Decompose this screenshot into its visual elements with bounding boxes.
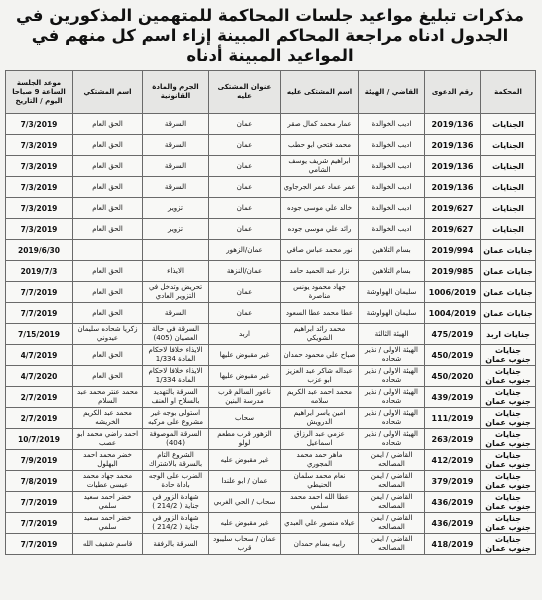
cell-complainant: الحق العام bbox=[73, 261, 143, 282]
table-row bbox=[6, 324, 536, 345]
cell-defendant: رابيه بسام حمدان bbox=[281, 534, 359, 555]
cell-hearing-date: 7/7/2019 bbox=[6, 513, 73, 534]
cell-address: عمان bbox=[209, 198, 281, 219]
cell-case-number: 379/2019 bbox=[425, 471, 481, 492]
header-hearing-date: موعد الجلسة الساعة 9 صباحا اليوم / التاريخ bbox=[6, 71, 73, 114]
cell-judge: اديب الخوالدة bbox=[359, 156, 425, 177]
cell-defendant: عزمي عبد الرزاق اسماعيل bbox=[281, 429, 359, 450]
cell-hearing-date: 7/3/2019 bbox=[6, 177, 73, 198]
cell-judge: اديب الخوالدة bbox=[359, 114, 425, 135]
table-row bbox=[6, 450, 536, 471]
cell-charge: تزوير bbox=[143, 219, 209, 240]
cell-defendant: جهاد محمود يونس مناصرة bbox=[281, 282, 359, 303]
cell-hearing-date: 7/3/2019 bbox=[6, 156, 73, 177]
cell-defendant: خالد علي موسى جوده bbox=[281, 198, 359, 219]
cell-judge: اديب الخوالدة bbox=[359, 177, 425, 198]
cell-case-number: 418/2019 bbox=[425, 534, 481, 555]
cell-hearing-date: 4/7/2019 bbox=[6, 345, 73, 366]
cell-address: عمان bbox=[209, 219, 281, 240]
cell-hearing-date: 2/7/2019 bbox=[6, 408, 73, 429]
cell-complainant: محمد عبد الكريم الخريشه bbox=[73, 408, 143, 429]
cell-judge: القاضي / ايمن المصالحه bbox=[359, 492, 425, 513]
cell-defendant: رائد علي موسى جوده bbox=[281, 219, 359, 240]
cell-complainant: الحق العام bbox=[73, 114, 143, 135]
cell-court: جنايات جنوب عمان bbox=[481, 471, 536, 492]
cell-defendant: عمار محمد كمال صقر bbox=[281, 114, 359, 135]
cell-complainant: الحق العام bbox=[73, 156, 143, 177]
cell-complainant: زكريا شحاده سليمان عيدوني bbox=[73, 324, 143, 345]
table-row bbox=[6, 240, 536, 261]
hearings-table bbox=[5, 70, 536, 555]
cell-judge: القاضي / ايمن المصالحه bbox=[359, 471, 425, 492]
cell-charge: الايذاء bbox=[143, 261, 209, 282]
table-row bbox=[6, 492, 536, 513]
table-row bbox=[6, 114, 536, 135]
cell-charge: الايذاء خلافا لاحكام المادة 1/334 bbox=[143, 345, 209, 366]
cell-address: عمان bbox=[209, 282, 281, 303]
cell-case-number: 2019/627 bbox=[425, 198, 481, 219]
cell-complainant: الحق العام bbox=[73, 282, 143, 303]
cell-court: الجنايات bbox=[481, 198, 536, 219]
header-row bbox=[6, 71, 536, 114]
cell-case-number: 263/2019 bbox=[425, 429, 481, 450]
cell-court: الجنايات bbox=[481, 135, 536, 156]
cell-judge: الهيئة الاولى / نذير شحاده bbox=[359, 366, 425, 387]
cell-charge: شهادة الزور في جناية ( 214/2 ) bbox=[143, 492, 209, 513]
cell-defendant: ابراهيم شريف يوسف الشامي bbox=[281, 156, 359, 177]
cell-complainant: احمد راضي محمد ابو عصب bbox=[73, 429, 143, 450]
cell-case-number: 111/2019 bbox=[425, 408, 481, 429]
table-row bbox=[6, 219, 536, 240]
cell-hearing-date: 7/7/2019 bbox=[6, 492, 73, 513]
cell-court: جنايات عمان bbox=[481, 303, 536, 324]
cell-defendant: نعام محمد سلمان الحنيطي bbox=[281, 471, 359, 492]
cell-court: الجنايات bbox=[481, 156, 536, 177]
table-row bbox=[6, 366, 536, 387]
cell-defendant: عطا محمد عطا السعود bbox=[281, 303, 359, 324]
header-defendant: اسم المشتكى عليه bbox=[281, 71, 359, 114]
header-complainant: اسم المشتكي bbox=[73, 71, 143, 114]
cell-hearing-date: 7/3/2019 bbox=[6, 135, 73, 156]
cell-complainant: الحق العام bbox=[73, 303, 143, 324]
cell-address: عمان bbox=[209, 114, 281, 135]
cell-court: الجنايات bbox=[481, 114, 536, 135]
cell-court: جنايات جنوب عمان bbox=[481, 345, 536, 366]
cell-defendant: عيلاه منصور علي العبدي bbox=[281, 513, 359, 534]
header-address: عنوان المشتكى عليه bbox=[209, 71, 281, 114]
cell-charge: الايذاء خلافا لاحكام المادة 1/334 bbox=[143, 366, 209, 387]
cell-defendant: صباح علي محمود حمدان bbox=[281, 345, 359, 366]
cell-charge: استولى بوجه غير مشروع على مركبه bbox=[143, 408, 209, 429]
cell-hearing-date: 7/3/2019 bbox=[6, 219, 73, 240]
cell-judge: اديب الخوالدة bbox=[359, 135, 425, 156]
cell-judge: الهيئة الاولى / نذير شحاده bbox=[359, 429, 425, 450]
cell-hearing-date: 2019/7/3 bbox=[6, 261, 73, 282]
cell-hearing-date: 2/7/2019 bbox=[6, 387, 73, 408]
cell-address: عمان / سحاب سليبود قرب bbox=[209, 534, 281, 555]
cell-complainant: الحق العام bbox=[73, 345, 143, 366]
cell-charge: السرقة bbox=[143, 303, 209, 324]
cell-address: عمان bbox=[209, 303, 281, 324]
cell-hearing-date: 10/7/2019 bbox=[6, 429, 73, 450]
cell-court: جنايات جنوب عمان bbox=[481, 387, 536, 408]
table-row bbox=[6, 387, 536, 408]
cell-charge: تزوير bbox=[143, 198, 209, 219]
cell-court: جنايات جنوب عمان bbox=[481, 492, 536, 513]
table-row bbox=[6, 534, 536, 555]
cell-court: جنايات اربد bbox=[481, 324, 536, 345]
cell-defendant: محمد احمد عبد الكريم سلامه bbox=[281, 387, 359, 408]
cell-complainant: محمد عنتر محمد عبد السلام bbox=[73, 387, 143, 408]
cell-address: عمان bbox=[209, 156, 281, 177]
cell-address: غير مقبوض عليه bbox=[209, 450, 281, 471]
cell-hearing-date: 7/7/2019 bbox=[6, 282, 73, 303]
cell-judge: الهيئة الثالثة bbox=[359, 324, 425, 345]
cell-defendant: عبداله شاكر عبد العزيز ابو عزب bbox=[281, 366, 359, 387]
cell-address: عمان bbox=[209, 177, 281, 198]
cell-case-number: 2019/627 bbox=[425, 219, 481, 240]
header-judge: القاضي / الهيئة bbox=[359, 71, 425, 114]
cell-complainant: محمد جهاد محمد عيسى عطيات bbox=[73, 471, 143, 492]
cell-court: جنايات عمان bbox=[481, 240, 536, 261]
cell-hearing-date: 7/3/2019 bbox=[6, 198, 73, 219]
cell-court: جنايات جنوب عمان bbox=[481, 513, 536, 534]
cell-charge: تحريض وتدخل في التزوير العادي bbox=[143, 282, 209, 303]
cell-hearing-date: 7/3/2019 bbox=[6, 114, 73, 135]
cell-judge: الهيئة الاولى / نذير شحاده bbox=[359, 345, 425, 366]
table-row bbox=[6, 513, 536, 534]
cell-charge: السرقة bbox=[143, 135, 209, 156]
cell-defendant: عمر عماد عمر الجرجاوي bbox=[281, 177, 359, 198]
cell-case-number: 439/2019 bbox=[425, 387, 481, 408]
cell-address: سحاب / الحي الغربي bbox=[209, 492, 281, 513]
cell-hearing-date: 7/7/2019 bbox=[6, 534, 73, 555]
cell-address: اربد bbox=[209, 324, 281, 345]
cell-case-number: 450/2020 bbox=[425, 366, 481, 387]
cell-complainant: الحق العام bbox=[73, 177, 143, 198]
cell-case-number: 450/2019 bbox=[425, 345, 481, 366]
cell-complainant: قاسم شقيف الله bbox=[73, 534, 143, 555]
cell-court: جنايات جنوب عمان bbox=[481, 534, 536, 555]
cell-case-number: 436/2019 bbox=[425, 513, 481, 534]
cell-case-number: 2019/136 bbox=[425, 135, 481, 156]
cell-address: ناعور السالم قرب مدرسة البنين bbox=[209, 387, 281, 408]
cell-charge: شهادة الزور في جناية ( 214/2 ) bbox=[143, 513, 209, 534]
cell-address: عمان / ابو علندا bbox=[209, 471, 281, 492]
table-row bbox=[6, 471, 536, 492]
cell-hearing-date: 2019/6/30 bbox=[6, 240, 73, 261]
document-title: مذكرات تبليغ مواعيد جلسات المحاكمة للمتهمين المذكورين في الجدول ادناه مراجعة المحاكم المبينة إزاء اسم كل منهم في المواعيد المبينة أدناه bbox=[15, 6, 525, 65]
cell-judge: بسام التلاهين bbox=[359, 240, 425, 261]
cell-defendant: امين ياسر ابراهيم الدرويش bbox=[281, 408, 359, 429]
cell-court: جنايات عمان bbox=[481, 282, 536, 303]
table-row bbox=[6, 282, 536, 303]
cell-hearing-date: 7/9/2019 bbox=[6, 450, 73, 471]
table-row bbox=[6, 408, 536, 429]
cell-complainant: خضر احمد سعيد سلمي bbox=[73, 492, 143, 513]
cell-hearing-date: 7/15/2019 bbox=[6, 324, 73, 345]
cell-judge: القاضي / ايمن المصالحه bbox=[359, 534, 425, 555]
table-row bbox=[6, 345, 536, 366]
cell-complainant: الحق العام bbox=[73, 198, 143, 219]
cell-judge: سليمان الهواوشة bbox=[359, 303, 425, 324]
cell-case-number: 2019/985 bbox=[425, 261, 481, 282]
cell-judge: الهيئة الاولى / نذير شحاده bbox=[359, 408, 425, 429]
cell-case-number: 475/2019 bbox=[425, 324, 481, 345]
table-row bbox=[6, 177, 536, 198]
cell-judge: اديب الخوالدة bbox=[359, 198, 425, 219]
cell-judge: القاضي / ايمن المصالحه bbox=[359, 513, 425, 534]
cell-case-number: 2019/136 bbox=[425, 114, 481, 135]
cell-judge: الهيئة الاولى / نذير شحاده bbox=[359, 387, 425, 408]
cell-defendant: محمد فتحي ابو حطب bbox=[281, 135, 359, 156]
cell-case-number: 1006/2019 bbox=[425, 282, 481, 303]
cell-complainant: الحق العام bbox=[73, 366, 143, 387]
cell-complainant: خضر احمد سعيد سلمي bbox=[73, 513, 143, 534]
cell-judge: اديب الخوالدة bbox=[359, 219, 425, 240]
cell-case-number: 436/2019 bbox=[425, 492, 481, 513]
header-case-number: رقم الدعوى bbox=[425, 71, 481, 114]
cell-charge: السرقة بالتهديد بالسلاح او العنف bbox=[143, 387, 209, 408]
cell-charge bbox=[143, 240, 209, 261]
table-row bbox=[6, 198, 536, 219]
cell-judge: سليمان الهواوشة bbox=[359, 282, 425, 303]
cell-case-number: 1004/2019 bbox=[425, 303, 481, 324]
header-charge: الجرم والمادة القانونية bbox=[143, 71, 209, 114]
cell-hearing-date: 7/8/2019 bbox=[6, 471, 73, 492]
table-row bbox=[6, 261, 536, 282]
cell-address: غير مقبوض عليها bbox=[209, 345, 281, 366]
cell-hearing-date: 4/7/2020 bbox=[6, 366, 73, 387]
cell-judge: بسام التلاهين bbox=[359, 261, 425, 282]
cell-charge: السرقة بالرفقة bbox=[143, 534, 209, 555]
table-row bbox=[6, 156, 536, 177]
cell-court: جنايات جنوب عمان bbox=[481, 450, 536, 471]
cell-address: عمان bbox=[209, 135, 281, 156]
cell-charge: السرقة bbox=[143, 177, 209, 198]
cell-hearing-date: 7/7/2019 bbox=[6, 303, 73, 324]
cell-address: سحاب bbox=[209, 408, 281, 429]
cell-address: غير مقبوض عليها bbox=[209, 366, 281, 387]
cell-court: جنايات جنوب عمان bbox=[481, 429, 536, 450]
cell-court: جنايات جنوب عمان bbox=[481, 408, 536, 429]
cell-case-number: 2019/136 bbox=[425, 177, 481, 198]
cell-complainant: خضر محمد احمد البهلول bbox=[73, 450, 143, 471]
cell-case-number: 2019/994 bbox=[425, 240, 481, 261]
cell-complainant bbox=[73, 240, 143, 261]
cell-case-number: 2019/136 bbox=[425, 156, 481, 177]
cell-defendant: نور محمد عباس صافي bbox=[281, 240, 359, 261]
table-row bbox=[6, 429, 536, 450]
cell-defendant: ماهر حمد محمد المجوري bbox=[281, 450, 359, 471]
cell-court: جنايات عمان bbox=[481, 261, 536, 282]
cell-court: جنايات جنوب عمان bbox=[481, 366, 536, 387]
cell-charge: السرقة في حالة العصيان (405) bbox=[143, 324, 209, 345]
cell-defendant: نزار عبد الحميد حامد bbox=[281, 261, 359, 282]
cell-case-number: 412/2019 bbox=[425, 450, 481, 471]
table-row bbox=[6, 303, 536, 324]
cell-charge: السرقة bbox=[143, 114, 209, 135]
cell-complainant: الحق العام bbox=[73, 219, 143, 240]
cell-court: الجنايات bbox=[481, 177, 536, 198]
table-row bbox=[6, 135, 536, 156]
cell-charge: الضرب على الوجه باداة حادة bbox=[143, 471, 209, 492]
cell-address: الزهور قرب مطعم لولو bbox=[209, 429, 281, 450]
cell-defendant: محمد رائد ابراهيم الشويكي bbox=[281, 324, 359, 345]
cell-address: عمان/النزهة bbox=[209, 261, 281, 282]
cell-complainant: الحق العام bbox=[73, 135, 143, 156]
cell-defendant: عطا الله احمد محمد سلمي bbox=[281, 492, 359, 513]
cell-charge: السرقة الموصوفة (404) bbox=[143, 429, 209, 450]
cell-judge: القاضي / ايمن المصالحه bbox=[359, 450, 425, 471]
cell-address: غير مقبوض عليه bbox=[209, 513, 281, 534]
cell-charge: الشروع التام بالسرقة بالاشتراك bbox=[143, 450, 209, 471]
cell-charge: السرقة bbox=[143, 156, 209, 177]
header-court: المحكمة bbox=[481, 71, 536, 114]
cell-address: عمان/الزهور bbox=[209, 240, 281, 261]
cell-court: الجنايات bbox=[481, 219, 536, 240]
